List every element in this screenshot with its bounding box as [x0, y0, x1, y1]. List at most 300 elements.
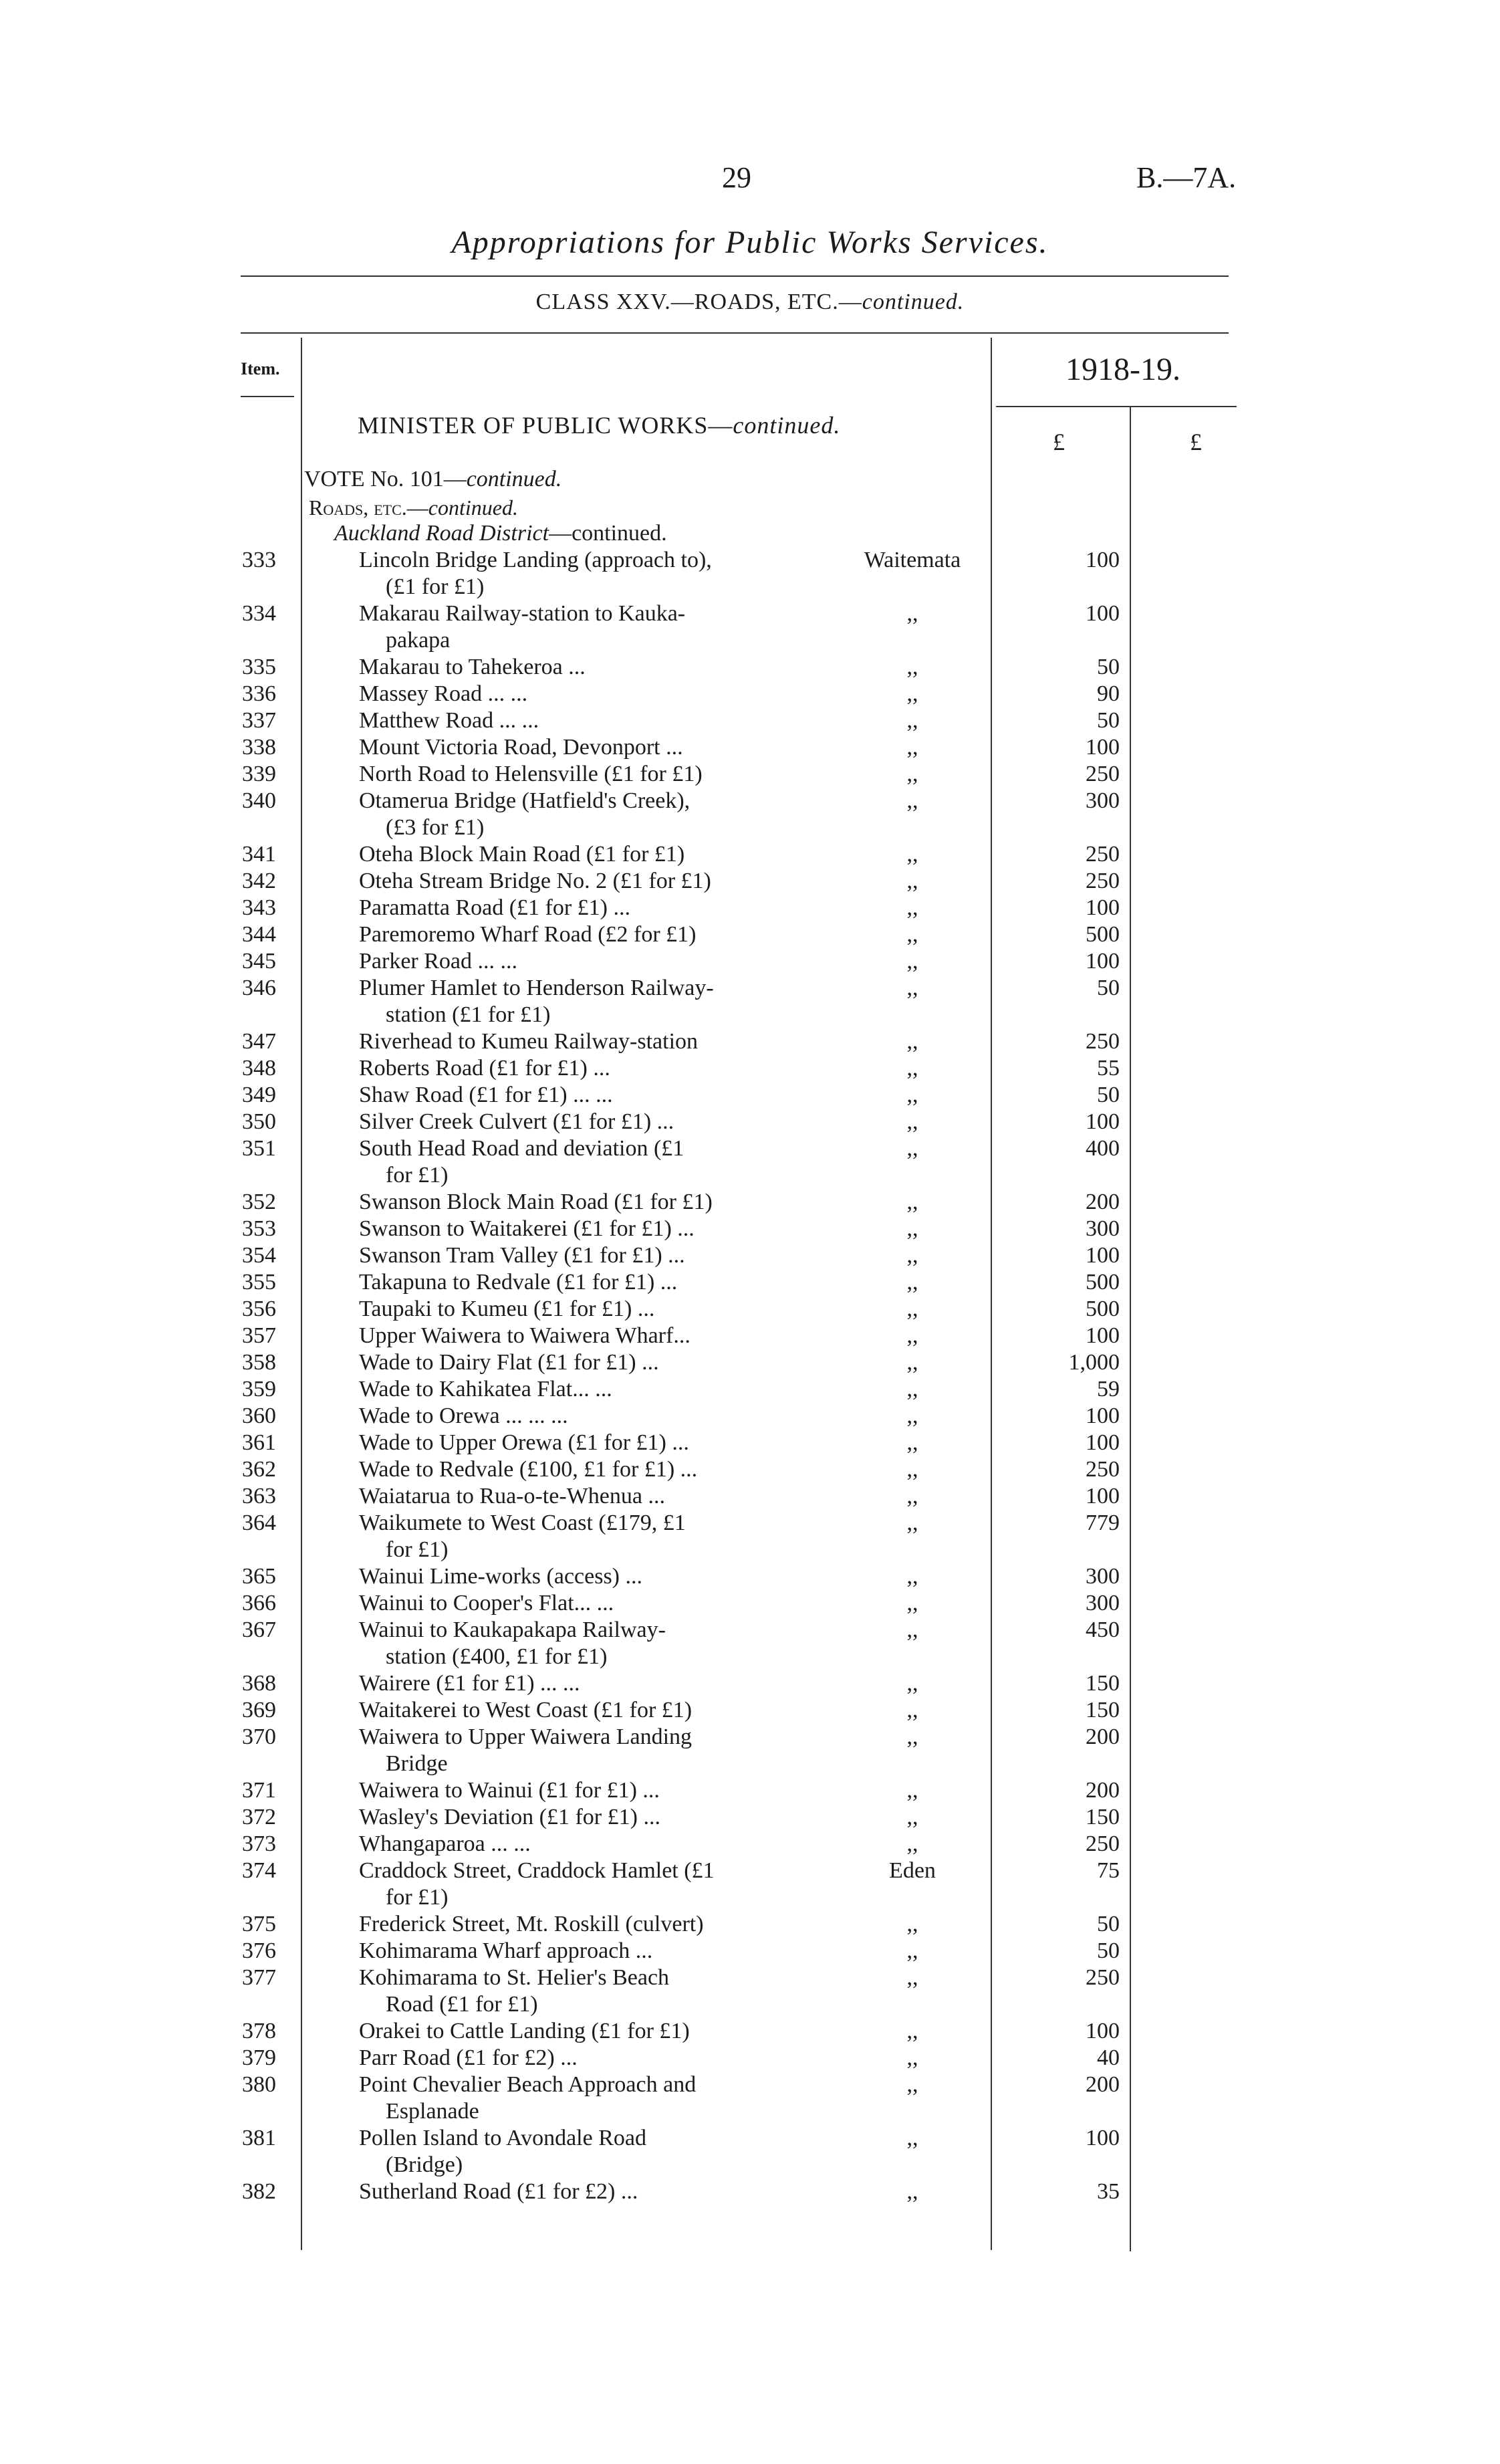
item-number: 360 — [242, 1404, 276, 1428]
description-line: Paramatta Road (£1 for £1) ... — [359, 895, 630, 920]
description-line: Whangaparoa ... ... — [359, 1831, 531, 1856]
table-row — [0, 1403, 1500, 1430]
table-row — [0, 948, 1500, 975]
item-number: 378 — [242, 2019, 276, 2043]
county-name: ,, — [906, 1484, 918, 1508]
year-column-header: 1918-19. — [1066, 352, 1180, 387]
table-row — [0, 1831, 1500, 1858]
table-row — [0, 1804, 1500, 1831]
table-row — [0, 1430, 1500, 1456]
table-row — [0, 1055, 1500, 1082]
table-row — [0, 1242, 1500, 1269]
county-name: ,, — [906, 681, 918, 706]
roads-continued: continued. — [428, 495, 518, 520]
table-row — [0, 1617, 1500, 1670]
item-description — [359, 1028, 807, 1055]
item-number: 351 — [242, 1136, 276, 1161]
item-description — [359, 547, 807, 600]
amount-value: 50 — [1097, 655, 1120, 679]
title-rule — [241, 275, 1229, 277]
item-description — [359, 841, 807, 868]
county-name: ,, — [906, 655, 918, 679]
county-name: ,, — [906, 1671, 918, 1696]
item-description — [359, 2045, 807, 2071]
county-name: Waitemata — [864, 548, 961, 572]
amount-value: 50 — [1097, 1938, 1120, 1963]
table-row — [0, 707, 1500, 734]
document-reference: B.—7A. — [1136, 161, 1237, 194]
amount-value: 500 — [1086, 922, 1120, 947]
county-name: ,, — [906, 1510, 918, 1535]
table-row — [0, 654, 1500, 681]
item-number: 361 — [242, 1430, 276, 1455]
item-description — [359, 1697, 807, 1724]
county-name: ,, — [906, 1805, 918, 1829]
description-line: Pollen Island to Avondale Road — [359, 2126, 646, 2150]
amount-value: 100 — [1086, 1109, 1120, 1134]
description-continuation: station (£1 for £1) — [386, 1002, 551, 1027]
county-name: ,, — [906, 1377, 918, 1402]
amount-value: 50 — [1097, 1083, 1120, 1107]
item-description — [359, 788, 807, 841]
table-row — [0, 2178, 1500, 2205]
amount-value: 300 — [1086, 1564, 1120, 1589]
amount-value: 500 — [1086, 1270, 1120, 1295]
district-name: Auckland Road District — [334, 521, 549, 546]
description-line: Parr Road (£1 for £2) ... — [359, 2045, 578, 2070]
amount-value: 100 — [1086, 895, 1120, 920]
amount-value: 100 — [1086, 2126, 1120, 2150]
amount-value: 50 — [1097, 976, 1120, 1000]
item-description — [359, 1483, 807, 1510]
item-number: 348 — [242, 1056, 276, 1081]
amount-value: 250 — [1086, 1029, 1120, 1054]
description-line: Swanson Tram Valley (£1 for £1) ... — [359, 1243, 685, 1268]
description-continuation: (£1 for £1) — [386, 574, 485, 599]
table-row — [0, 761, 1500, 788]
description-line: Wade to Kahikatea Flat... ... — [359, 1377, 612, 1402]
description-line: Plumer Hamlet to Henderson Railway- — [359, 976, 714, 1000]
minister-heading — [358, 411, 840, 439]
item-description — [359, 1269, 807, 1296]
table-row — [0, 868, 1500, 895]
county-name: ,, — [906, 1350, 918, 1375]
amount-value: 100 — [1086, 2019, 1120, 2043]
county-name: ,, — [906, 922, 918, 947]
item-number: 334 — [242, 601, 276, 626]
amount-value: 779 — [1086, 1510, 1120, 1535]
description-line: Lincoln Bridge Landing (approach to), — [359, 548, 712, 572]
item-number: 377 — [242, 1965, 276, 1990]
description-line: Paremoremo Wharf Road (£2 for £1) — [359, 922, 697, 947]
table-row — [0, 2018, 1500, 2045]
amount-value: 200 — [1086, 1724, 1120, 1749]
county-name: ,, — [906, 1778, 918, 1803]
description-line: Upper Waiwera to Waiwera Wharf... — [359, 1323, 691, 1348]
item-description — [359, 948, 807, 975]
county-name: ,, — [906, 1457, 918, 1482]
item-number: 349 — [242, 1083, 276, 1107]
item-number: 355 — [242, 1270, 276, 1295]
item-number: 374 — [242, 1858, 276, 1883]
item-number: 335 — [242, 655, 276, 679]
description-line: Kohimarama Wharf approach ... — [359, 1938, 653, 1963]
item-description — [359, 1804, 807, 1831]
item-description — [359, 868, 807, 895]
item-number: 336 — [242, 681, 276, 706]
item-number: 363 — [242, 1484, 276, 1508]
amount-value: 150 — [1086, 1805, 1120, 1829]
county-name: ,, — [906, 1698, 918, 1722]
item-description — [359, 975, 807, 1028]
class-heading-continued: continued. — [862, 290, 965, 314]
description-line: Frederick Street, Mt. Roskill (culvert) — [359, 1912, 704, 1936]
table-row — [0, 1858, 1500, 1911]
item-description — [359, 1858, 807, 1911]
description-line: Wade to Redvale (£100, £1 for £1) ... — [359, 1457, 698, 1482]
description-line: Swanson Block Main Road (£1 for £1) — [359, 1190, 713, 1214]
county-name: ,, — [906, 735, 918, 760]
item-number: 352 — [242, 1190, 276, 1214]
description-line: Waiwera to Upper Waiwera Landing — [359, 1724, 693, 1749]
item-description — [359, 761, 807, 788]
amount-value: 100 — [1086, 1430, 1120, 1455]
county-name: ,, — [906, 1136, 918, 1161]
county-name: ,, — [906, 1056, 918, 1081]
amount-value: 55 — [1097, 1056, 1120, 1081]
item-number: 372 — [242, 1805, 276, 1829]
item-number: 365 — [242, 1564, 276, 1589]
table-row — [0, 921, 1500, 948]
county-name: ,, — [906, 1270, 918, 1295]
county-name: ,, — [906, 1404, 918, 1428]
item-description — [359, 654, 807, 681]
county-name: ,, — [906, 601, 918, 626]
table-row — [0, 788, 1500, 841]
description-line: Shaw Road (£1 for £1) ... ... — [359, 1083, 613, 1107]
description-line: Wainui to Cooper's Flat... ... — [359, 1591, 614, 1615]
item-description — [359, 1965, 807, 2018]
appropriation-rows — [0, 547, 1500, 2205]
vote-text: VOTE No. 101— — [304, 467, 467, 491]
county-name: ,, — [906, 2126, 918, 2150]
table-row — [0, 1082, 1500, 1109]
description-line: North Road to Helensville (£1 for £1) — [359, 762, 703, 786]
district-heading — [334, 521, 667, 546]
description-line: Makarau to Tahekeroa ... — [359, 655, 586, 679]
county-name: ,, — [906, 1965, 918, 1990]
table-row — [0, 600, 1500, 654]
county-name: ,, — [906, 976, 918, 1000]
item-number: 382 — [242, 2179, 276, 2204]
table-row — [0, 547, 1500, 600]
county-name: ,, — [906, 869, 918, 893]
item-number: 368 — [242, 1671, 276, 1696]
amount-value: 250 — [1086, 869, 1120, 893]
table-row — [0, 1510, 1500, 1563]
item-description — [359, 1349, 807, 1376]
description-line: Matthew Road ... ... — [359, 708, 539, 733]
county-name: ,, — [906, 842, 918, 867]
amount-value: 250 — [1086, 842, 1120, 867]
county-name: ,, — [906, 895, 918, 920]
item-number: 381 — [242, 2126, 276, 2150]
table-row — [0, 1216, 1500, 1242]
amount-value: 35 — [1097, 2179, 1120, 2204]
table-row — [0, 1109, 1500, 1135]
class-heading-text: CLASS XXV.—ROADS, ETC.— — [535, 290, 862, 314]
table-row — [0, 1697, 1500, 1724]
description-line: Waiatarua to Rua-o-te-Whenua ... — [359, 1484, 665, 1508]
county-name: ,, — [906, 1724, 918, 1749]
amount-value: 250 — [1086, 1457, 1120, 1482]
amount-value: 100 — [1086, 601, 1120, 626]
item-description — [359, 1242, 807, 1269]
item-number: 379 — [242, 2045, 276, 2070]
table-row — [0, 2125, 1500, 2178]
item-number: 364 — [242, 1510, 276, 1535]
county-name: ,, — [906, 1831, 918, 1856]
amount-value: 250 — [1086, 762, 1120, 786]
amount-value: 75 — [1097, 1858, 1120, 1883]
table-row — [0, 1349, 1500, 1376]
item-description — [359, 1082, 807, 1109]
amount-value: 500 — [1086, 1297, 1120, 1321]
item-description — [359, 600, 807, 654]
amount-value: 40 — [1097, 2045, 1120, 2070]
item-description — [359, 1617, 807, 1670]
description-line: Parker Road ... ... — [359, 949, 518, 974]
county-name: ,, — [906, 2179, 918, 2204]
item-description — [359, 1296, 807, 1323]
table-row — [0, 1724, 1500, 1777]
county-name: ,, — [906, 1216, 918, 1241]
item-number: 370 — [242, 1724, 276, 1749]
item-description — [359, 1403, 807, 1430]
county-name: ,, — [906, 1243, 918, 1268]
county-name: ,, — [906, 1323, 918, 1348]
item-number: 380 — [242, 2072, 276, 2097]
table-row — [0, 2045, 1500, 2071]
county-name: ,, — [906, 1912, 918, 1936]
item-number: 366 — [242, 1591, 276, 1615]
county-name: ,, — [906, 708, 918, 733]
item-number: 367 — [242, 1617, 276, 1642]
description-line: Wainui to Kaukapakapa Railway- — [359, 1617, 666, 1642]
item-number: 357 — [242, 1323, 276, 1348]
table-row — [0, 841, 1500, 868]
item-number: 339 — [242, 762, 276, 786]
description-line: Mount Victoria Road, Devonport ... — [359, 735, 683, 760]
item-description — [359, 707, 807, 734]
item-number: 362 — [242, 1457, 276, 1482]
amount-value: 250 — [1086, 1831, 1120, 1856]
class-heading — [0, 290, 1500, 315]
county-name: ,, — [906, 1083, 918, 1107]
description-line: Taupaki to Kumeu (£1 for £1) ... — [359, 1297, 655, 1321]
county-name: ,, — [906, 1190, 918, 1214]
item-description — [359, 1563, 807, 1590]
county-name: ,, — [906, 2045, 918, 2070]
amount-value: 300 — [1086, 1216, 1120, 1241]
item-number: 344 — [242, 922, 276, 947]
description-line: Silver Creek Culvert (£1 for £1) ... — [359, 1109, 674, 1134]
item-description — [359, 1189, 807, 1216]
table-row — [0, 1323, 1500, 1349]
amount-value: 150 — [1086, 1698, 1120, 1722]
item-number: 342 — [242, 869, 276, 893]
item-description — [359, 2125, 807, 2178]
amount-value: 1,000 — [1068, 1350, 1120, 1375]
description-line: Makarau Railway-station to Kauka- — [359, 601, 686, 626]
county-name: ,, — [906, 1617, 918, 1642]
table-row — [0, 895, 1500, 921]
amount-value: 100 — [1086, 548, 1120, 572]
county-name: ,, — [906, 1430, 918, 1455]
item-number: 338 — [242, 735, 276, 760]
description-line: Craddock Street, Craddock Hamlet (£1 — [359, 1858, 715, 1883]
table-row — [0, 2071, 1500, 2125]
item-description — [359, 1055, 807, 1082]
item-number: 345 — [242, 949, 276, 974]
description-line: Wainui Lime-works (access) ... — [359, 1564, 643, 1589]
table-row — [0, 681, 1500, 707]
page-title: Appropriations for Public Works Services. — [451, 225, 1049, 260]
county-name: ,, — [906, 1109, 918, 1134]
amount-value: 50 — [1097, 708, 1120, 733]
item-description — [359, 2178, 807, 2205]
item-number: 333 — [242, 548, 276, 572]
amount-value: 300 — [1086, 788, 1120, 813]
item-column-header: Item. — [241, 359, 280, 378]
item-number: 347 — [242, 1029, 276, 1054]
description-line: Waitakerei to West Coast (£1 for £1) — [359, 1698, 693, 1722]
county-name: ,, — [906, 1938, 918, 1963]
vote-continued: continued. — [466, 467, 562, 491]
description-line: Takapuna to Redvale (£1 for £1) ... — [359, 1270, 678, 1295]
item-description — [359, 1831, 807, 1858]
description-line: Wasley's Deviation (£1 for £1) ... — [359, 1805, 660, 1829]
table-row — [0, 1296, 1500, 1323]
county-name: ,, — [906, 2072, 918, 2097]
amount-value: 200 — [1086, 1190, 1120, 1214]
table-row — [0, 1563, 1500, 1590]
amount-value: 100 — [1086, 1484, 1120, 1508]
county-name: ,, — [906, 2019, 918, 2043]
description-line: Roberts Road (£1 for £1) ... — [359, 1056, 610, 1081]
description-line: Sutherland Road (£1 for £2) ... — [359, 2179, 638, 2204]
item-number: 376 — [242, 1938, 276, 1963]
amount-value: 50 — [1097, 1912, 1120, 1936]
item-description — [359, 1376, 807, 1403]
item-description — [359, 1323, 807, 1349]
description-line: Wade to Orewa ... ... ... — [359, 1404, 568, 1428]
county-name: ,, — [906, 949, 918, 974]
description-continuation: Road (£1 for £1) — [386, 1992, 538, 2017]
description-continuation: (Bridge) — [386, 2152, 463, 2177]
item-number: 359 — [242, 1377, 276, 1402]
county-name: ,, — [906, 1564, 918, 1589]
item-description — [359, 1135, 807, 1189]
description-continuation: (£3 for £1) — [386, 815, 485, 840]
description-continuation: Esplanade — [386, 2099, 479, 2124]
table-row — [0, 1456, 1500, 1483]
table-row — [0, 1483, 1500, 1510]
description-line: Massey Road ... ... — [359, 681, 528, 706]
description-line: Otamerua Bridge (Hatfield's Creek), — [359, 788, 691, 813]
amount-value: 100 — [1086, 1243, 1120, 1268]
description-line: Point Chevalier Beach Approach and — [359, 2072, 697, 2097]
description-line: Waiwera to Wainui (£1 for £1) ... — [359, 1778, 660, 1803]
item-description — [359, 681, 807, 707]
currency-header-1: £ — [1053, 429, 1065, 455]
item-number: 373 — [242, 1831, 276, 1856]
amount-value: 100 — [1086, 949, 1120, 974]
description-continuation: pakapa — [386, 628, 451, 653]
description-line: Swanson to Waitakerei (£1 for £1) ... — [359, 1216, 695, 1241]
currency-header-2: £ — [1190, 429, 1202, 455]
item-number: 350 — [242, 1109, 276, 1134]
item-description — [359, 895, 807, 921]
amount-value: 59 — [1097, 1377, 1120, 1402]
item-number: 369 — [242, 1698, 276, 1722]
table-row — [0, 1189, 1500, 1216]
county-name: ,, — [906, 1029, 918, 1054]
table-row — [0, 734, 1500, 761]
item-description — [359, 1724, 807, 1777]
amount-value: 100 — [1086, 735, 1120, 760]
amount-value: 100 — [1086, 1323, 1120, 1348]
item-description — [359, 1430, 807, 1456]
item-description — [359, 1938, 807, 1965]
item-description — [359, 2071, 807, 2125]
description-line: South Head Road and deviation (£1 — [359, 1136, 684, 1161]
description-line: Wade to Upper Orewa (£1 for £1) ... — [359, 1430, 689, 1455]
table-row — [0, 1777, 1500, 1804]
county-name: ,, — [906, 1297, 918, 1321]
vote-heading — [304, 467, 561, 492]
item-description — [359, 1216, 807, 1242]
table-top-rule — [241, 332, 1229, 334]
table-row — [0, 1269, 1500, 1296]
amount-value: 300 — [1086, 1591, 1120, 1615]
description-line: Riverhead to Kumeu Railway-station — [359, 1029, 699, 1054]
amount-value: 150 — [1086, 1671, 1120, 1696]
county-name: ,, — [906, 762, 918, 786]
description-continuation: Bridge — [386, 1751, 448, 1776]
item-description — [359, 1670, 807, 1697]
amount-value: 400 — [1086, 1136, 1120, 1161]
item-number: 337 — [242, 708, 276, 733]
roads-text: Roads, etc.— — [309, 495, 428, 520]
description-continuation: for £1) — [386, 1885, 449, 1910]
minister-text: MINISTER OF PUBLIC WORKS— — [358, 412, 733, 439]
table-row — [0, 1135, 1500, 1189]
amount-value: 200 — [1086, 2072, 1120, 2097]
district-continued: —continued. — [549, 521, 667, 546]
page-number: 29 — [722, 161, 751, 194]
description-line: Oteha Stream Bridge No. 2 (£1 for £1) — [359, 869, 711, 893]
item-number: 343 — [242, 895, 276, 920]
description-continuation: for £1) — [386, 1163, 449, 1188]
year-header-rule — [996, 406, 1237, 407]
item-number: 340 — [242, 788, 276, 813]
table-row — [0, 975, 1500, 1028]
amount-value: 90 — [1097, 681, 1120, 706]
item-number: 354 — [242, 1243, 276, 1268]
county-name: ,, — [906, 1591, 918, 1615]
description-line: Wade to Dairy Flat (£1 for £1) ... — [359, 1350, 659, 1375]
